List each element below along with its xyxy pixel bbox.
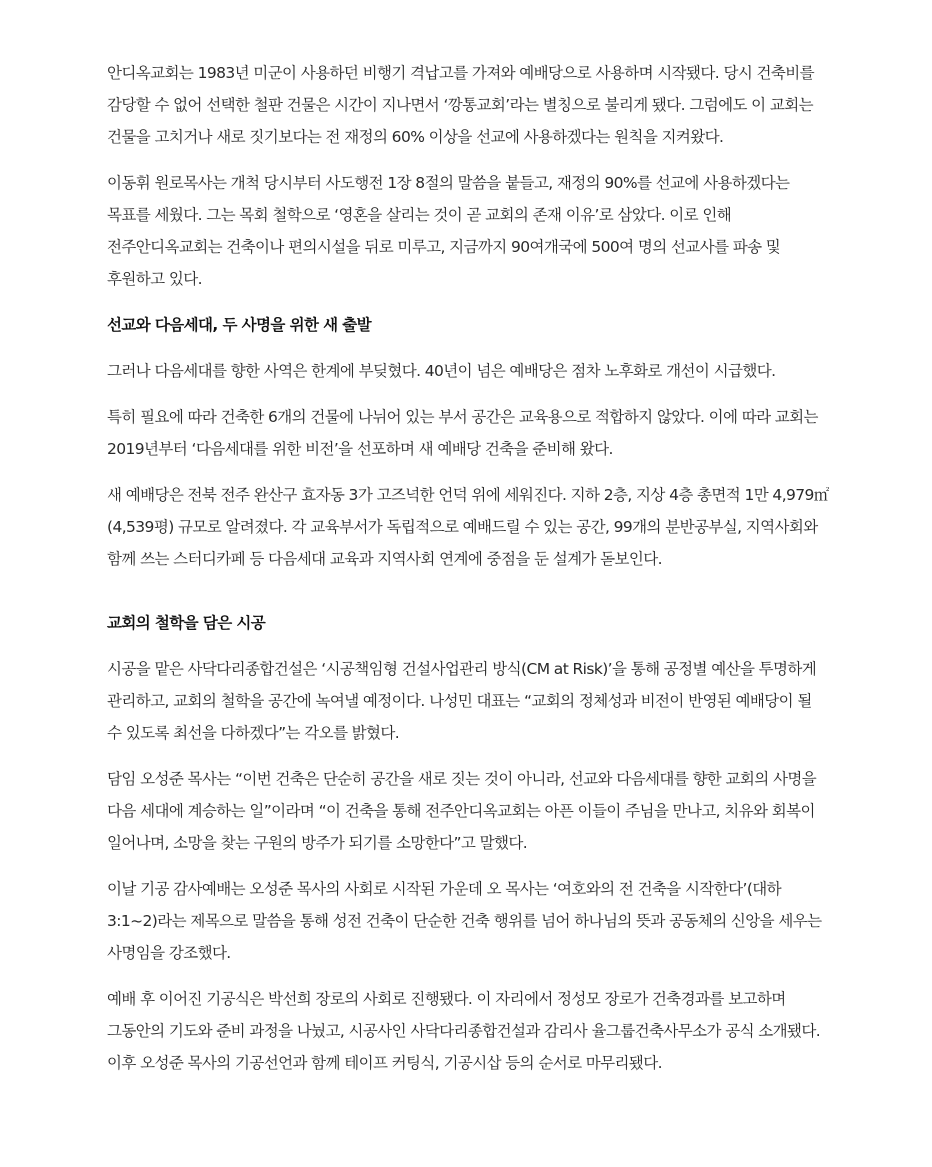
paragraph-limits: 그러나 다음세대를 향한 사역은 한계에 부딪혔다. 40년이 넘은 예배당은 점차 노후화로 개선이 시급했다.: [107, 362, 776, 380]
paragraph-new-sanctuary: 새 예배당은 전북 전주 완산구 효자동 3가 고즈넉한 언덕 위에 세워진다. 지하 2층, 지상 4층 총면적 1만 4,979㎡(4,539평) 규모로 알려졌다. 각 교육부서가 독립적으로 예배드릴 수 있는 공간, 99개의 분반공부실, 지역사회와 함께 쓰는 스터디카페 등 다음세대 교육과 지역사회 연계에 중점을 둔 설계가 돋보인다.: [107, 486, 829, 568]
paragraph-mission: 이동휘 원로목사는 개척 당시부터 사도행전 1장 8절의 말씀을 붙들고, 재정의 90%를 선교에 사용하겠다는 목표를 세웠다. 그는 목회 철학으로 ‘영혼을 살리는 것이 곧 교회의 존재 이유’로 삼았다. 이로 인해 전주안디옥교회는 건축이나 편의시설을 뒤로 미루고, 지금까지 90여개국에 500여 명의 선교사를 파송 및 후원하고 있다.: [107, 174, 790, 288]
section-heading-new-start: 선교와 다음세대, 두 사명을 위한 새 출발: [107, 316, 372, 334]
section-spacer: [107, 589, 829, 607]
paragraph-service: 이날 기공 감사예배는 오성준 목사의 사회로 시작된 가운데 오 목사는 ‘여호와의 전 건축을 시작한다’(대하 3:1~2)라는 제목으로 말씀을 통해 성전 건축이 단순한 건축 행위를 넘어 하나님의 뜻과 공동체의 신앙을 세우는 사명임을 강조했다.: [107, 880, 822, 962]
section-heading-construction: 교회의 철학을 담은 시공: [107, 614, 266, 632]
paragraph-pastor-quote: 담임 오성준 목사는 “이번 건축은 단순히 공간을 새로 짓는 것이 아니라, 선교와 다음세대를 향한 교회의 사명을 다음 세대에 계승하는 일”이라며 “이 건축을 통해 전주안디옥교회는 아픈 이들이 주님을 만나고, 치유와 회복이 일어나며, 소망을 찾는 구원의 방주가 되기를 소망한다”고 말했다.: [107, 770, 817, 852]
paragraph-history: 안디옥교회는 1983년 미군이 사용하던 비행기 격납고를 가져와 예배당으로 사용하며 시작됐다. 당시 건축비를 감당할 수 없어 선택한 철판 건물은 시간이 지나면서 ‘깡통교회’라는 별칭으로 불리게 됐다. 그럼에도 이 교회는 건물을 고치거나 새로 짓기보다는 전 재정의 60% 이상을 선교에 사용하겠다는 원칙을 지켜왔다.: [107, 64, 815, 146]
article-body: [107, 0, 829, 1079]
paragraph-ceremony: 예배 후 이어진 기공식은 박선희 장로의 사회로 진행됐다. 이 자리에서 정성모 장로가 건축경과를 보고하며 그동안의 기도와 준비 과정을 나눴고, 시공사인 사닥다리종합건설과 감리사 율그룹건축사무소가 공식 소개됐다. 이후 오성준 목사의 기공선언과 함께 테이프 커팅식, 기공시삽 등의 순서로 마무리됐다.: [107, 990, 821, 1072]
paragraph-contractor: 시공을 맡은 사닥다리종합건설은 ‘시공책임형 건설사업관리 방식(CM at Risk)’을 통해 공정별 예산을 투명하게 관리하고, 교회의 철학을 공간에 녹여낼 예정이다. 나성민 대표는 “교회의 정체성과 비전이 반영된 예배당이 될 수 있도록 최선을 다하겠다”는 각오를 밝혔다.: [107, 660, 817, 742]
paragraph-vision: 특히 필요에 따라 건축한 6개의 건물에 나뉘어 있는 부서 공간은 교육용으로 적합하지 않았다. 이에 따라 교회는 2019년부터 ‘다음세대를 위한 비전’을 선포하며 새 예배당 건축을 준비해 왔다.: [107, 408, 818, 458]
